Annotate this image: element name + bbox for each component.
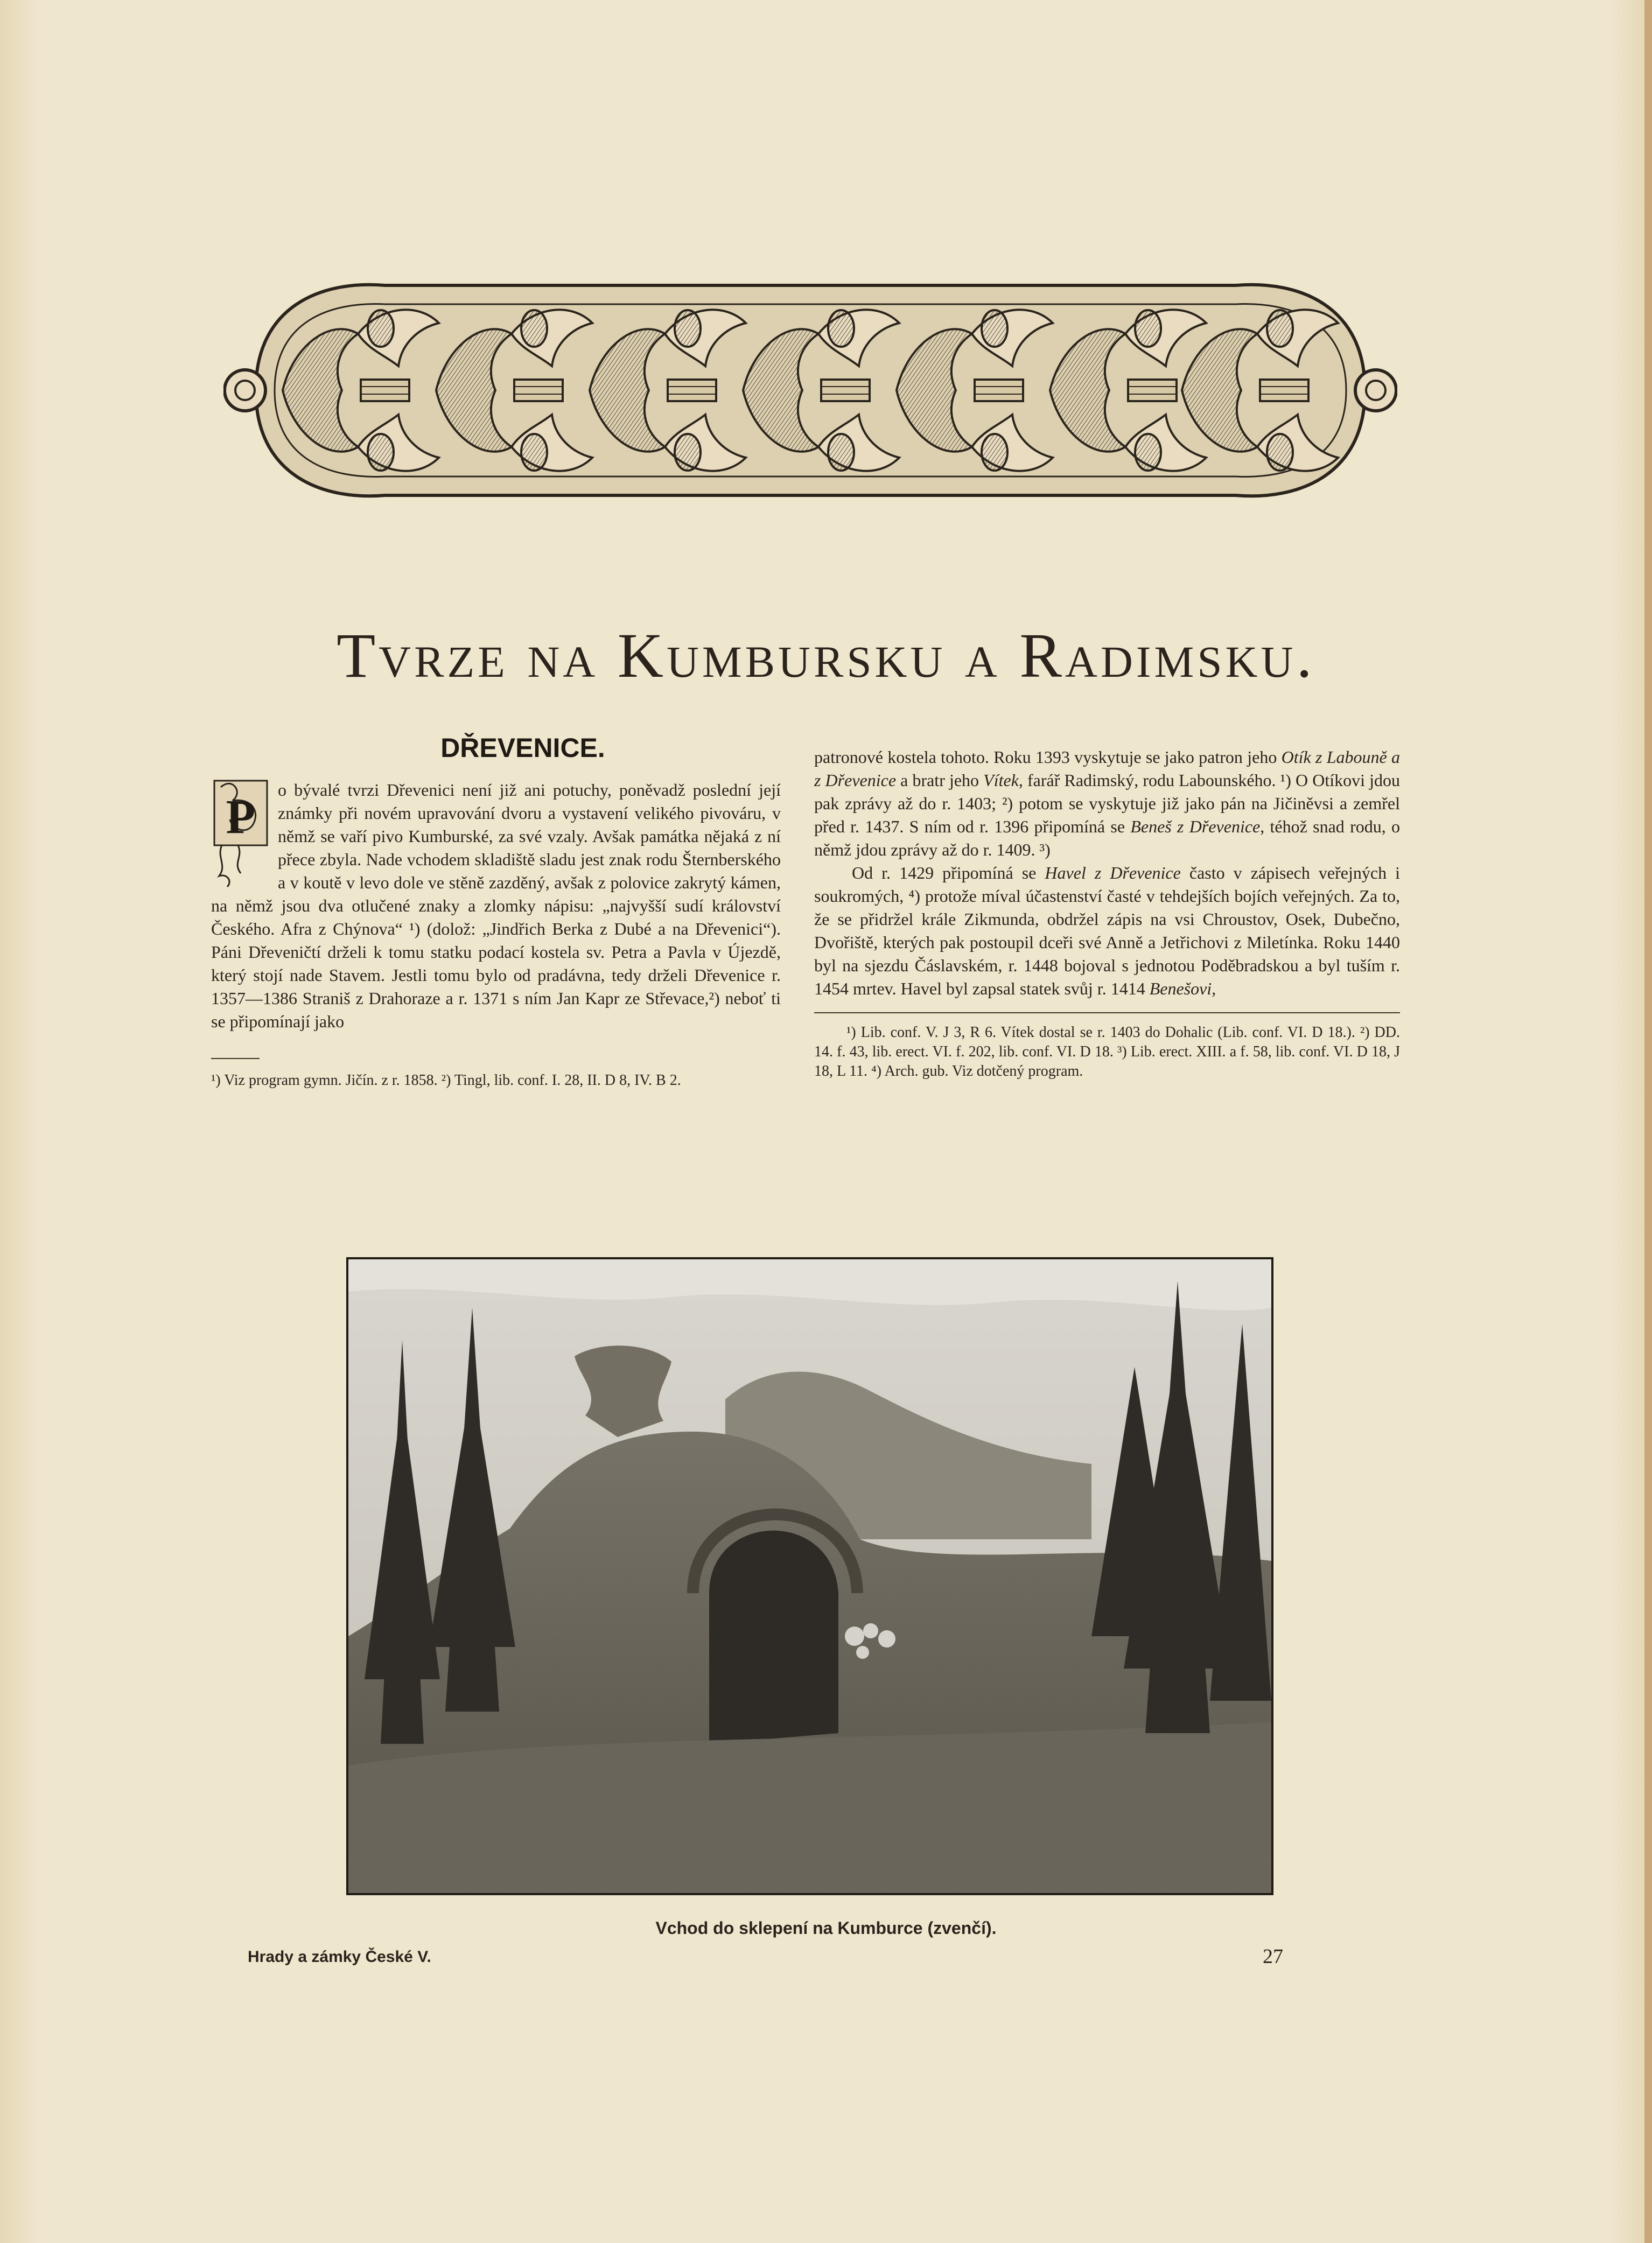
page-title: Tvrze na Kumbursku a Radimsku. [337,620,1315,691]
figure-caption: Vchod do sklepení na Kumburce (zvenčí). [655,1918,997,1938]
text-run: a bratr jeho [900,770,979,790]
ornamental-header-band [223,264,1397,517]
body-paragraph-1: o bývalé tvrzi Dřevenici není již ani potuchy, poněvadž poslední její známky při novém upravování dvoru a vystavení velikého pivováru, v němž se vaří pivo Kumburské, za své vzaly. Avšak památka nějaká z ní přece zbyla. Nade vchodem skladiště sladu jest znak rodu Šternberského a v koutě v levo dole ve stěně zazděný, avšak z polovice zakrytý kámen, na němž jsou dva otlučené znaky a zlomky nápisu: „najvyšší sudí království Českého. Afra z Chýnova“ ¹) (dolož: „Jindřich Berka z Dubé a na Dřevenici“). Páni Dřeveničtí drželi k tomu statku podací kostela sv. Petra a Pavla v Újezdě, který stojí nade Stavem. Jestli tomu bylo od pradávna, tedy drželi Dřevenice r. 1357—1386 Straniš z Drahoraze a r. 1371 s ním Jan Kapr ze Střevace,²) neboť ti se připomínají jako [211,780,781,1031]
text-run: patronové kostela tohoto. Roku 1393 vyskytuje se jako patron jeho [814,747,1277,767]
footnote-right: ¹) Lib. conf. V. J 3, R 6. Vítek dostal se r. 1403 do Dohalic (Lib. conf. VI. D 18.). ²) DD. 14. f. 43, lib. erect. VI. f. 202, lib. conf. VI. D 18. ³) Lib. erect. XIII. a f. 58, lib. conf. VI. D 18, J 18, L 11. ⁴) Arch. gub. Viz dotčený program. [814,1024,1400,1080]
page-number: 27 [1263,1945,1283,1968]
engraving-cellar-entrance [348,1259,1271,1893]
svg-text:P: P [226,790,256,844]
name-benesovi: Benešovi, [1149,979,1216,998]
name-otik: Otík z Labouně a z Dřevenice [814,747,1401,790]
name-havel: Havel z Dřevenice [1045,863,1181,882]
name-benes: Beneš z Dřevenice [1130,817,1261,836]
footnote-rule [814,1012,1400,1013]
illustration-frame [346,1257,1273,1895]
name-vitek: Vítek [983,770,1019,790]
running-footer-title: Hrady a zámky České V. [248,1948,431,1966]
text-run: Od r. 1429 připomíná se [852,863,1037,882]
right-column [814,746,1400,1081]
left-column [211,732,781,1090]
binding-strip [1644,0,1652,2243]
body-paragraph-2 [814,746,1400,861]
footnote-left: ¹) Viz program gymn. Jičín. z r. 1858. ²) Tingl, lib. conf. I. 28, II. D 8, IV. B 2. [211,1072,681,1089]
text-run: , téhož snad rodu, o němž jdou zprávy až do r. 1409. ³) [814,817,1401,859]
body-paragraph-3 [814,861,1400,1000]
footnote-rule [211,1058,260,1059]
section-heading: DŘEVENICE. [440,733,605,763]
text-run: často v zápisech veřejných i soukromých, ⁴) protože míval účastenství časté v tehdejších bojích veřejných. Za to, že se přidržel krále Zikmunda, obdržel zápis na vsi Chroustov, Osek, Dubečno, Dvořiště, kterých pak postoupil dceři své Anně a Jetřichovi z Miletínka. Roku 1440 byl na sjezdu Čáslavském, r. 1448 bojoval s jednotou Poděbradskou a byl tuším r. 1454 mrtev. Havel byl zapsal statek svůj r. 1414 [814,863,1401,998]
text-run: , farář Radimský, rodu Labounského. ¹) O Otíkovi jdou pak zprávy až do r. 1403; ²) potom se vyskytuje již jako pán na Jičiněvsi a zemřel před r. 1437. S ním od r. 1396 připomíná se [814,770,1401,836]
drop-cap-p-ornament [211,776,270,889]
